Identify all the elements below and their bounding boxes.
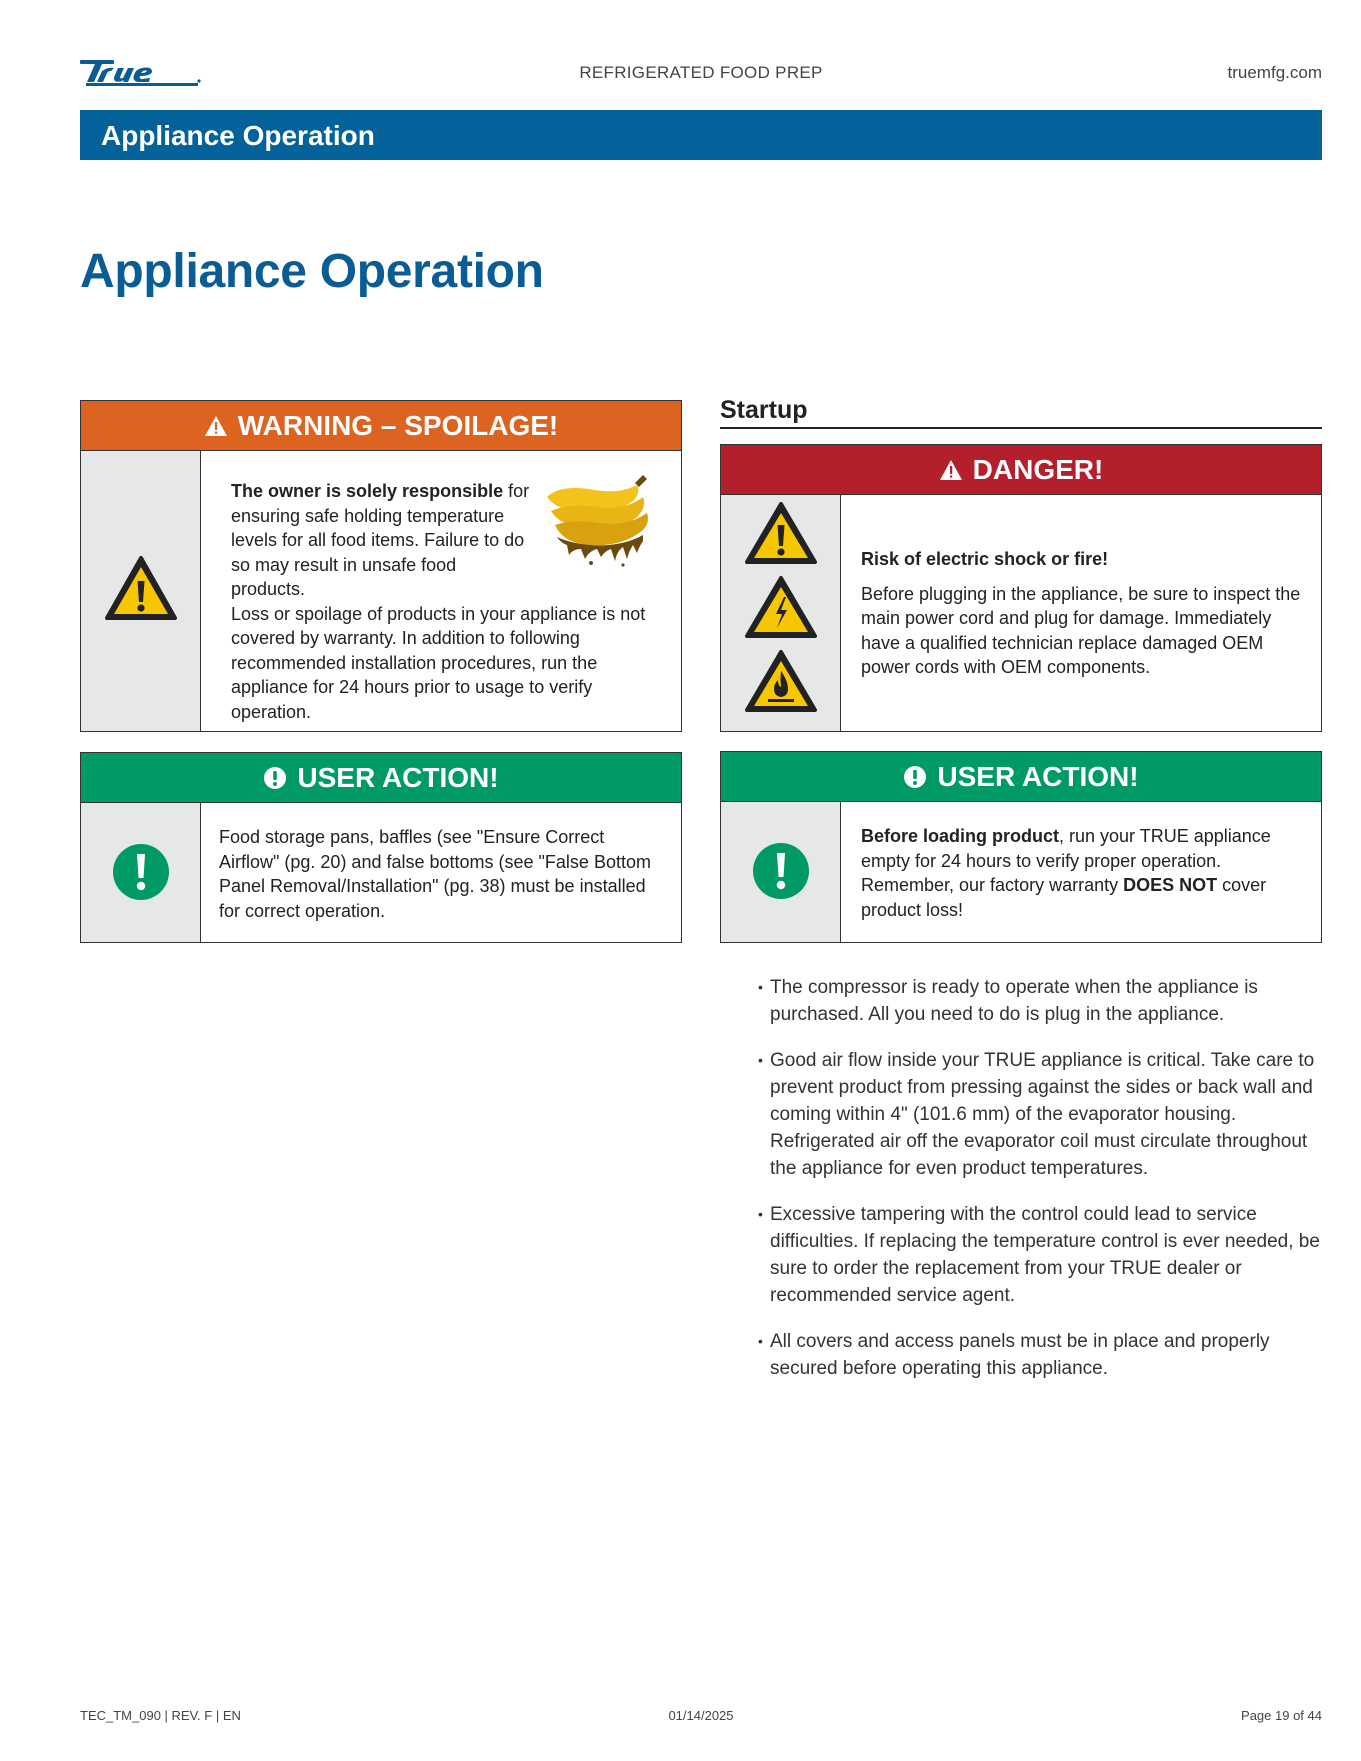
danger-box-header [721, 445, 1321, 495]
danger-box [720, 444, 1322, 732]
user-action-right-bold: DOES NOT [1123, 875, 1218, 895]
section-bar [80, 110, 1322, 160]
user-action-right-heading: USER ACTION! [937, 760, 1139, 792]
danger-body-text: Before plugging in the appliance, be sure to inspect the main power cord and plug for damage. Immediately have a qualified technician replace damaged OEM power cords with OEM components. [861, 583, 1301, 677]
exclamation-circle-icon [903, 765, 927, 789]
user-action-icon [112, 843, 170, 901]
footer-date: 01/14/2025 [668, 1708, 734, 1723]
page-header [80, 52, 1322, 92]
user-action-left-text: Food storage pans, baffles (see "Ensure Correct Airflow" (pg. 20) and false bottoms (see "False Bottom Panel Removal/Installation" (pg. 38) must be installed for correct operation. [219, 827, 651, 921]
electric-shock-icon [744, 575, 818, 639]
user-action-left-body [81, 803, 681, 942]
user-action-left-heading: USER ACTION! [297, 761, 499, 793]
user-action-right-icon-column [721, 802, 841, 942]
user-action-right-lead: Before loading product [861, 826, 1059, 846]
spoiled-banana-icon [539, 467, 655, 567]
user-action-left-header [81, 753, 681, 803]
page-title: Appliance Operation [80, 245, 544, 298]
footer-doc-id: TEC_TM_090 | REV. F | EN [80, 1708, 241, 1723]
warning-text-column [201, 451, 681, 731]
startup-divider [720, 427, 1322, 429]
footer-page-number: Page 19 of 44 [1241, 1708, 1322, 1723]
user-action-left-icon-column [81, 803, 201, 942]
section-bar-title: Appliance Operation [101, 120, 375, 151]
warning-box-body [81, 451, 681, 731]
user-action-right-text-2: cover product loss! [861, 875, 1267, 920]
bullet-item: • The compressor is ready to operate when the appliance is purchased. All you need to do is plug in the appliance. [760, 974, 1326, 1028]
bullet-item: • Excessive tampering with the control could lead to service difficulties. If replacing the temperature control is ever needed, be sure to order the replacement from your TRUE dealer or recommended service agent. [760, 1201, 1326, 1309]
danger-box-heading: DANGER! [972, 453, 1104, 485]
warning-icon-column [81, 451, 201, 731]
startup-heading: Startup [720, 396, 808, 424]
danger-lead-text: Risk of electric shock or fire! [861, 549, 1109, 569]
warning-lead-text: The owner is solely responsible [231, 481, 504, 501]
fire-hazard-icon [744, 649, 818, 713]
user-action-box-left [80, 752, 682, 943]
warning-body-text-2: Loss or spoilage of products in your appliance is not covered by warranty. In addition to following recommended installation procedures, run the appliance for 24 hours prior to usage to verify operation. [231, 603, 646, 722]
warning-triangle-icon [204, 415, 228, 437]
warning-box-heading: WARNING – SPOILAGE! [237, 409, 559, 441]
warning-sign-icon [104, 555, 178, 621]
warning-box-header [81, 401, 681, 451]
bullet-item: • Good air flow inside your TRUE appliance is critical. Take care to prevent product from pressing against the sides or back wall and coming within 4" (101.6 mm) of the evaporator housing. Refrigerated air off the evaporator coil must circulate throughout the appliance for even product temperatures. [760, 1047, 1326, 1182]
user-action-box-right [720, 751, 1322, 943]
header-title: REFRIGERATED FOOD PREP [579, 63, 823, 82]
danger-text-column [841, 495, 1321, 731]
danger-triangle-icon [939, 459, 963, 481]
startup-bullet-list [760, 974, 1326, 1401]
user-action-right-body [721, 802, 1321, 942]
exclamation-circle-icon [263, 766, 287, 790]
header-website: truemfg.com [1227, 63, 1322, 82]
warning-spoilage-box [80, 400, 682, 732]
user-action-left-text-column [201, 803, 681, 942]
user-action-right-text-1: , run your TRUE appliance empty for 24 hours to verify proper operation. Remember, our factory warranty [861, 826, 1271, 895]
user-action-right-text-column [841, 802, 1321, 942]
danger-box-body [721, 495, 1321, 731]
warning-body-text-1: for ensuring safe holding temperature levels for all food items. Failure to do so may result in unsafe food products. [231, 481, 530, 599]
bullet-item: • All covers and access panels must be in place and properly secured before operating this appliance. [760, 1328, 1326, 1382]
danger-icon-column [721, 495, 841, 731]
general-warning-icon [744, 501, 818, 565]
user-action-icon [752, 842, 810, 900]
user-action-right-header [721, 752, 1321, 802]
